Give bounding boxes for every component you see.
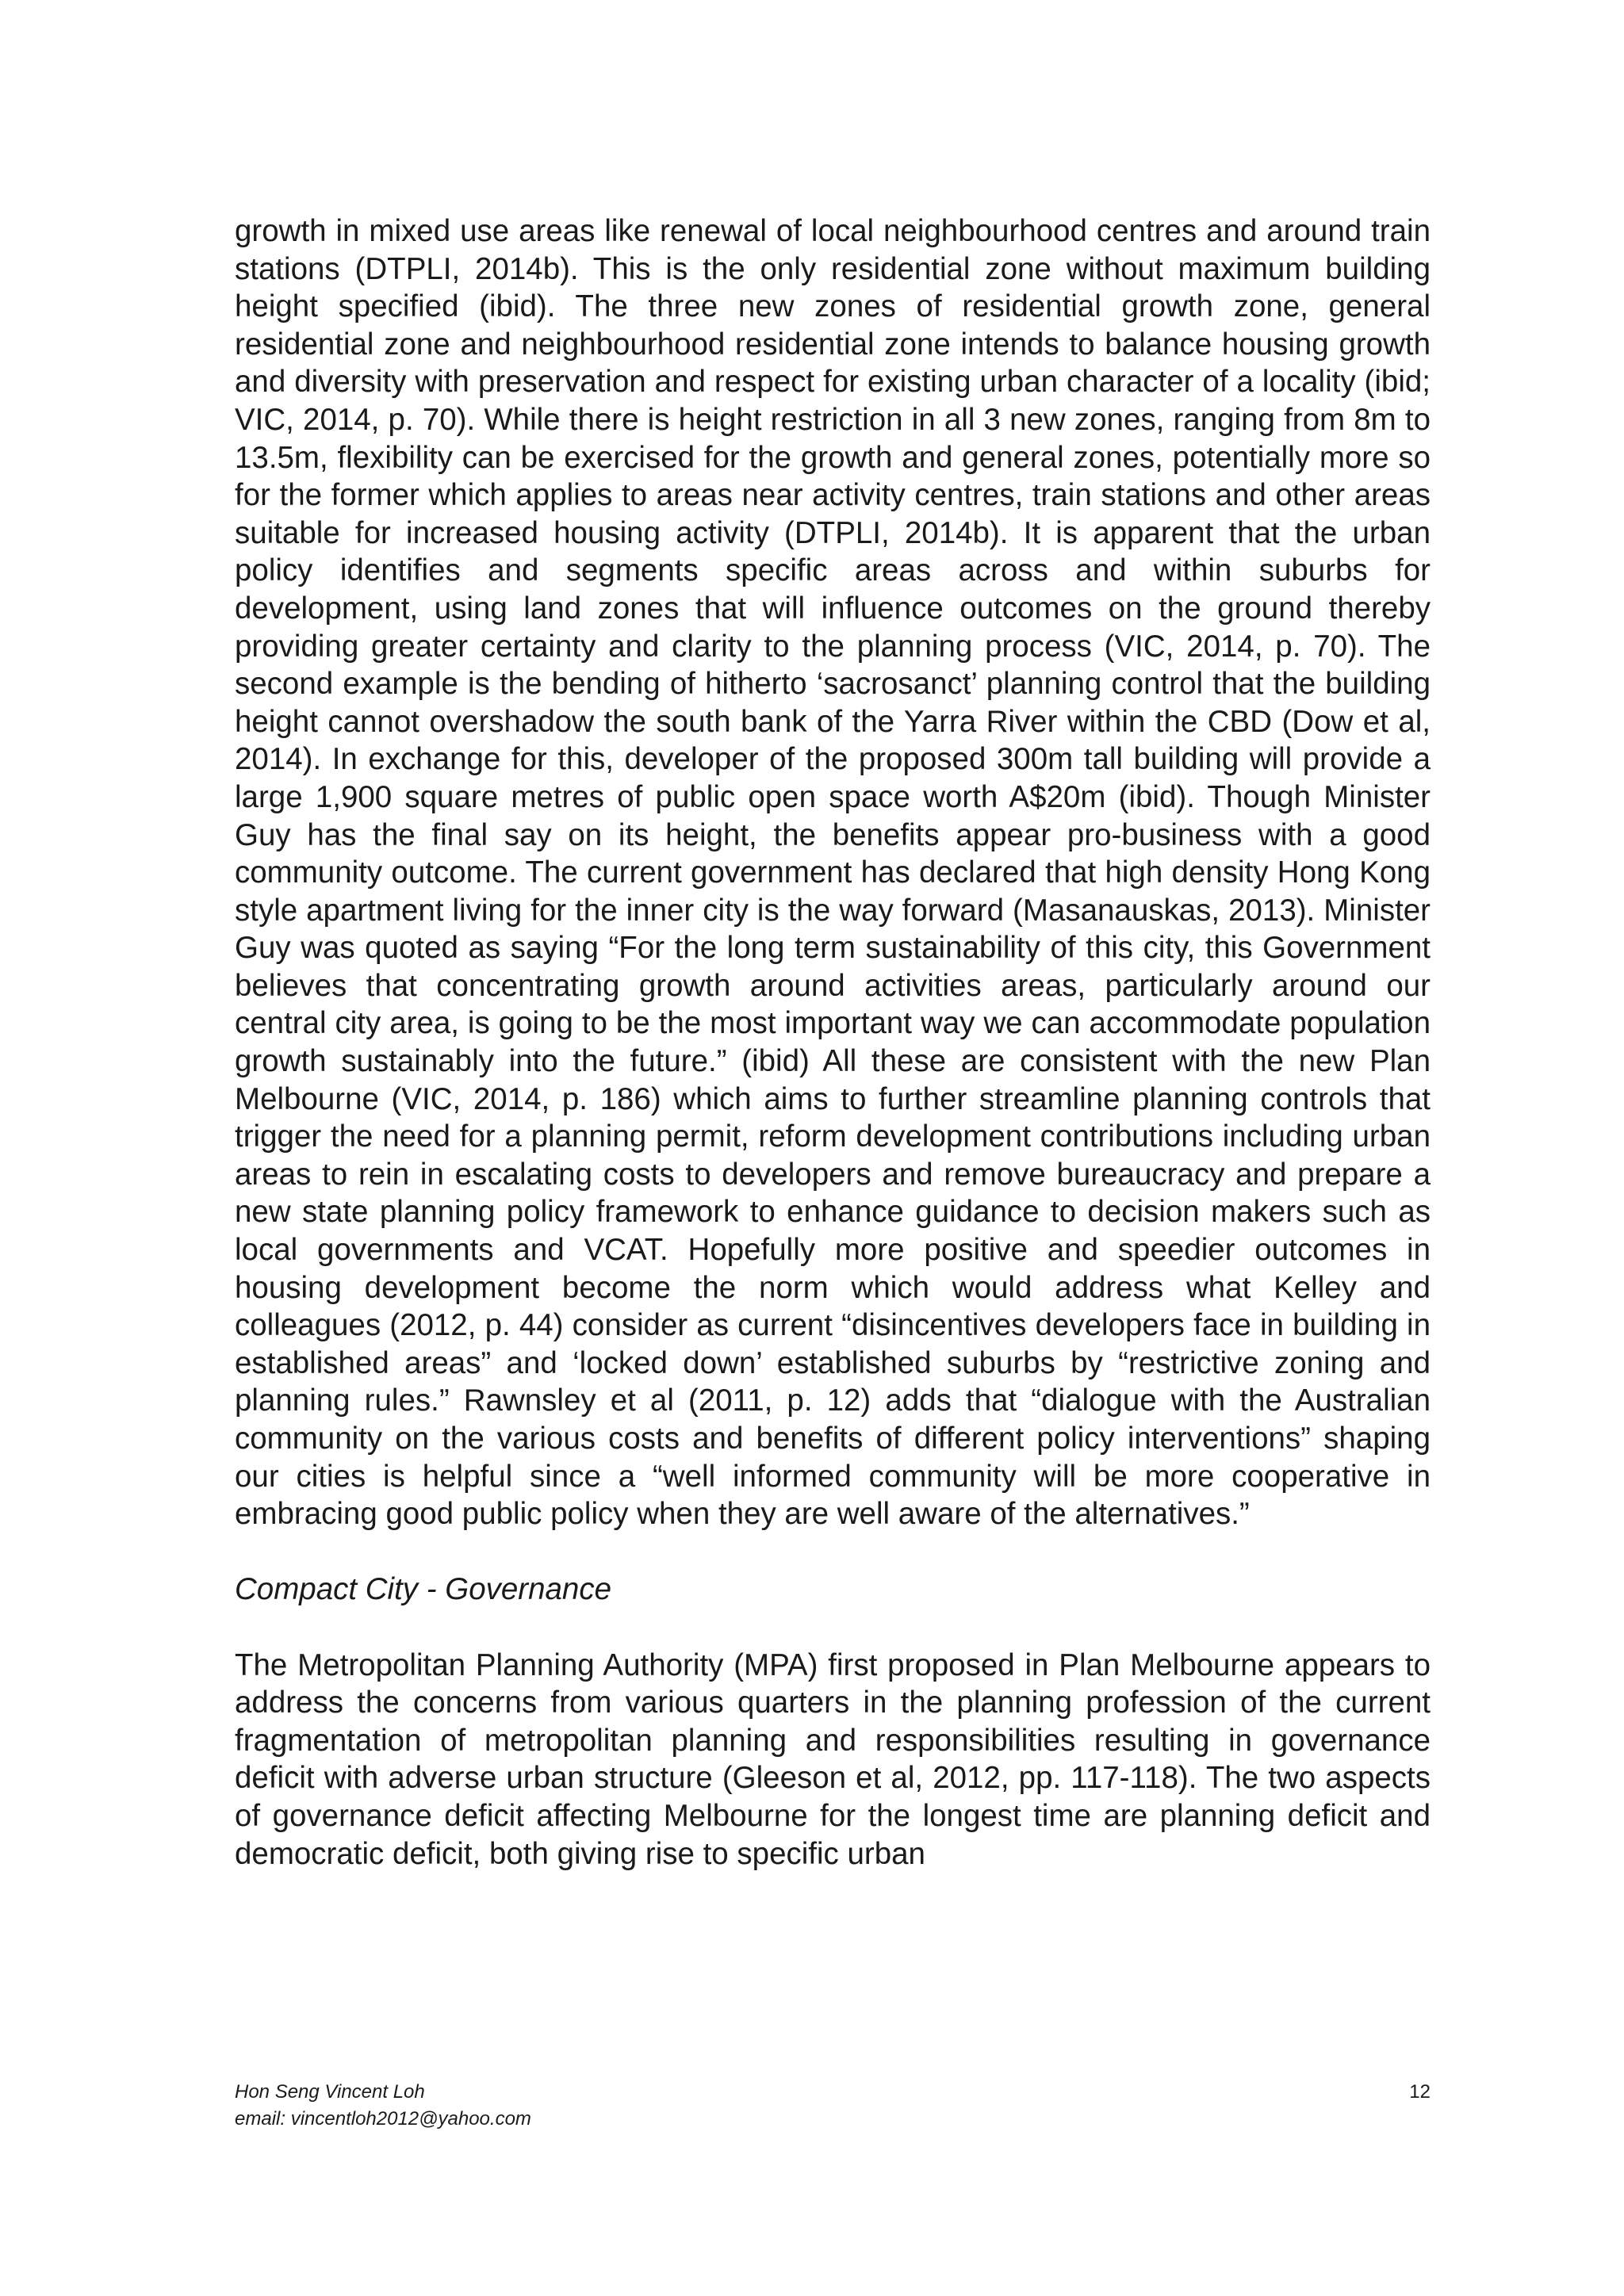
body-paragraph-2: The Metropolitan Planning Authority (MPA) first proposed in Plan Melbourne appears to address the concerns from various quarters in the planning profession of the current fragmentation of metropolitan planning and responsibilities resulting in governance deficit with adverse urban structure (Gleeson et al, 2012, pp. 117-118). The two aspects of governance deficit affecting Melbourne for the longest time are planning deficit and democratic deficit, both giving rise to specific urban (235, 1647, 1431, 1871)
page-body (235, 212, 1431, 1873)
paragraph-spacer (235, 1609, 1431, 1647)
footer-email: email: vincentloh2012@yahoo.com (235, 2108, 531, 2130)
footer-author: Hon Seng Vincent Loh (235, 2081, 425, 2103)
page-number: 12 (1409, 2081, 1431, 2103)
paragraph-spacer (235, 1533, 1431, 1571)
section-heading: Compact City - Governance (235, 1572, 612, 1607)
page-footer (235, 2079, 1431, 2133)
body-paragraph-1: growth in mixed use areas like renewal of local neighbourhood centres and around train stations (DTPLI, 2014b). This is the only residential zone without maximum building height specified (ibid). The three new zones of residential growth zone, general residential zone and neighbourhood residential zone intends to balance housing growth and diversity with preservation and respect for existing urban character of a locality (ibid; VIC, 2014, p. 70). While there is height restriction in all 3 new zones, ranging from 8m to 13.5m, flexibility can be exercised for the growth and general zones, potentially more so for the former which applies to areas near activity centres, train stations and other areas suitable for increased housing activity (DTPLI, 2014b). It is apparent that the urban policy identifies and segments specific areas across and within suburbs for development, using land zones that will influence outcomes on the ground thereby providing greater certainty and clarity to the planning process (VIC, 2014, p. 70). The second example is the bending of hitherto ‘sacrosanct’ planning control that the building height cannot overshadow the south bank of the Yarra River within the CBD (Dow et al, 2014). In exchange for this, developer of the proposed 300m tall building will provide a large 1,900 square metres of public open space worth A$20m (ibid). Though Minister Guy has the final say on its height, the benefits appear pro-business with a good community outcome. The current government has declared that high density Hong Kong style apartment living for the inner city is the way forward (Masanauskas, 2013). Minister Guy was quoted as saying “For the long term sustainability of this city, this Government believes that concentrating growth around activities areas, particularly around our central city area, is going to be the most important way we can accommodate population growth sustainably into the future.” (ibid) All these are consistent with the new Plan Melbourne (VIC, 2014, p. 186) which aims to further streamline planning controls that trigger the need for a planning permit, reform development contributions including urban areas to rein in escalating costs to developers and remove bureaucracy and prepare a new state planning policy framework to enhance guidance to decision makers such as local governments and VCAT. Hopefully more positive and speedier outcomes in housing development become the norm which would address what Kelley and colleagues (2012, p. 44) consider as current “disincentives developers face in building in established areas” and ‘locked down’ established suburbs by “restrictive zoning and planning rules.” Rawnsley et al (2011, p. 12) adds that “dialogue with the Australian community on the various costs and benefits of different policy interventions” shaping our cities is helpful since a “well informed community will be more cooperative in embracing good public policy when they are well aware of the alternatives.” (235, 214, 1431, 1532)
